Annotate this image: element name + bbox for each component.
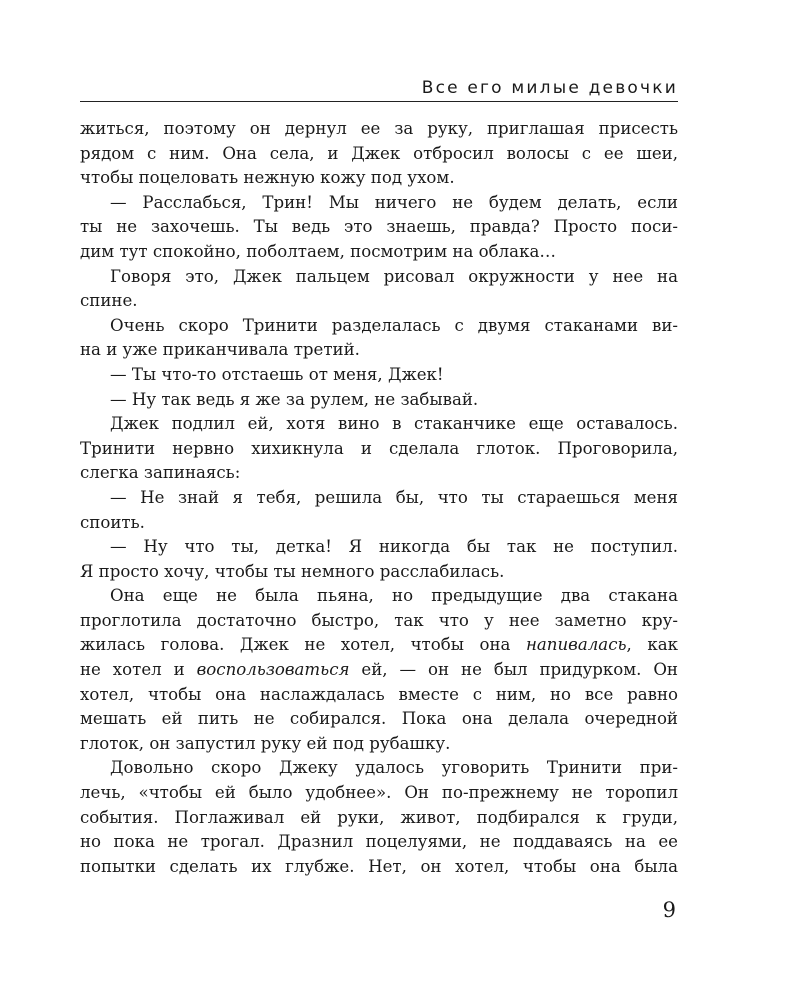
text-line: рядом с ним. Она села, и Джек отбросил волосы с ее шеи, xyxy=(80,143,678,163)
book-page xyxy=(80,0,678,1000)
text-line: не хотел и воспользоваться ей, — он не был придурком. Он xyxy=(80,660,678,680)
text-line: — Не знай я тебя, решила бы, что ты стараешься меня xyxy=(110,487,678,507)
text-line: проглотила достаточно быстро, так что у нее заметно кру- xyxy=(80,610,678,630)
text-line: на и уже приканчивала третий. xyxy=(80,340,360,360)
text-line: лечь, «чтобы ей было удобнее». Он по-прежнему не торопил xyxy=(80,783,678,803)
text-line: жилась голова. Джек не хотел, чтобы она напивалась, как xyxy=(80,635,678,655)
text-line: хотел, чтобы она наслаждалась вместе с ним, но все равно xyxy=(80,684,678,704)
running-head: Все его милые девочки xyxy=(421,78,678,98)
text-line: события. Поглаживал ей руки, живот, подбирался к груди, xyxy=(80,807,678,827)
italic-word: напивалась xyxy=(525,635,627,655)
text-line: но пока не трогал. Дразнил поцелуями, не поддаваясь на ее xyxy=(80,832,678,852)
text-line: Я просто хочу, чтобы ты немного расслабилась. xyxy=(80,561,505,581)
text-line: Она еще не была пьяна, но предыдущие два стакана xyxy=(110,586,678,606)
body-text xyxy=(80,117,678,879)
text-line: Очень скоро Тринити разделалась с двумя стаканами ви- xyxy=(110,315,678,335)
text-line: — Ну что ты, детка! Я никогда бы так не поступил. xyxy=(110,537,678,557)
text-line: Довольно скоро Джеку удалось уговорить Тринити при- xyxy=(110,758,678,778)
text-line: — Расслабься, Трин! Мы ничего не будем делать, если xyxy=(110,192,678,212)
text-line: Тринити нервно хихикнула и сделала глоток. Проговорила, xyxy=(80,438,678,458)
italic-word: воспользоваться xyxy=(196,660,350,680)
text-line: дим тут спокойно, поболтаем, посмотрим на облака… xyxy=(80,241,556,261)
text-line: слегка запинаясь: xyxy=(80,463,241,483)
text-line: — Ты что-то отстаешь от меня, Джек! xyxy=(110,364,444,384)
text-line: — Ну так ведь я же за рулем, не забывай. xyxy=(110,389,479,409)
text-line: чтобы поцеловать нежную кожу под ухом. xyxy=(80,168,455,188)
header-rule xyxy=(80,101,678,102)
text-line: житься, поэтому он дернул ее за руку, приглашая присесть xyxy=(80,119,678,138)
text-line: попытки сделать их глубже. Нет, он хотел, чтобы она была xyxy=(80,856,678,876)
text-line: Говоря это, Джек пальцем рисовал окружности у нее на xyxy=(110,266,678,286)
text-line: глоток, он запустил руку ей под рубашку. xyxy=(80,733,451,753)
text-line: ты не захочешь. Ты ведь это знаешь, правда? Просто поси- xyxy=(80,217,678,237)
text-line: спине. xyxy=(80,291,138,311)
page-number: 9 xyxy=(662,898,676,922)
text-line: споить. xyxy=(80,512,145,532)
text-line: мешать ей пить не собирался. Пока она делала очередной xyxy=(80,709,678,729)
text-line: Джек подлил ей, хотя вино в стаканчике еще оставалось. xyxy=(110,414,678,434)
